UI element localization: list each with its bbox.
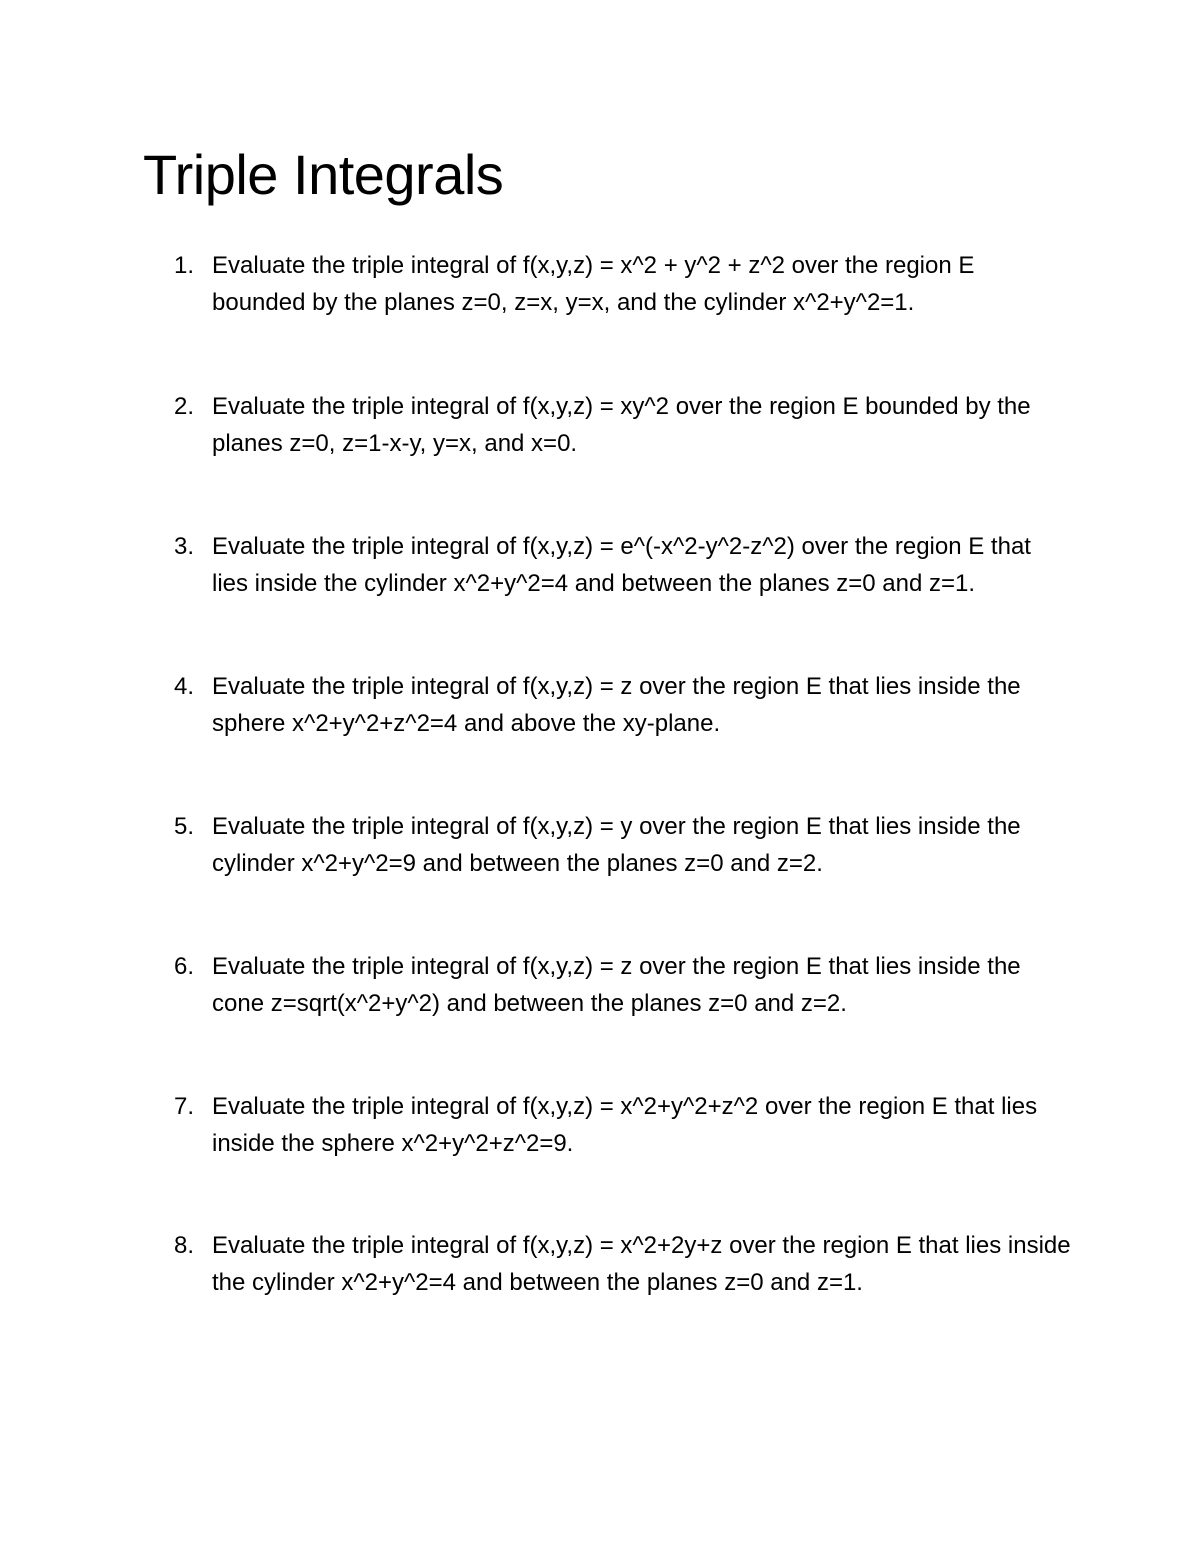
problem-text: Evaluate the triple integral of f(x,y,z) = x^2+y^2+z^2 over the region E that lies inside the sphere x^2+y^2+z^2=9. <box>212 1093 1038 1157</box>
problem-number: 2. <box>174 393 195 420</box>
problem-number: 8. <box>174 1232 195 1259</box>
problem-text: Evaluate the triple integral of f(x,y,z) = xy^2 over the region E bounded by the planes z=0, z=1-x-y, y=x, and x=0. <box>212 393 1031 457</box>
problem-number: 5. <box>174 813 195 840</box>
document-title: Triple Integrals <box>143 143 504 206</box>
problem-number: 1. <box>174 252 195 279</box>
problem-number: 6. <box>174 953 195 980</box>
problem-number: 7. <box>174 1093 195 1120</box>
problem-text: Evaluate the triple integral of f(x,y,z) = x^2 + y^2 + z^2 over the region E bounded by the planes z=0, z=x, y=x, and the cylinder x^2+y^2=1. <box>212 252 975 316</box>
problem-text: Evaluate the triple integral of f(x,y,z) = e^(-x^2-y^2-z^2) over the region E that lies inside the cylinder x^2+y^2=4 and between the planes z=0 and z=1. <box>212 533 1031 597</box>
problem-text: Evaluate the triple integral of f(x,y,z) = x^2+2y+z over the region E that lies inside the cylinder x^2+y^2=4 and between the planes z=0 and z=1. <box>212 1232 1071 1296</box>
problem-text: Evaluate the triple integral of f(x,y,z) = z over the region E that lies inside the cone z=sqrt(x^2+y^2) and between the planes z=0 and z=2. <box>212 953 1021 1017</box>
problem-text: Evaluate the triple integral of f(x,y,z) = z over the region E that lies inside the sphere x^2+y^2+z^2=4 and above the xy-plane. <box>212 673 1021 737</box>
problem-text: Evaluate the triple integral of f(x,y,z) = y over the region E that lies inside the cylinder x^2+y^2=9 and between the planes z=0 and z=2. <box>212 813 1021 877</box>
problem-number: 4. <box>174 673 195 700</box>
problem-number: 3. <box>174 533 195 560</box>
